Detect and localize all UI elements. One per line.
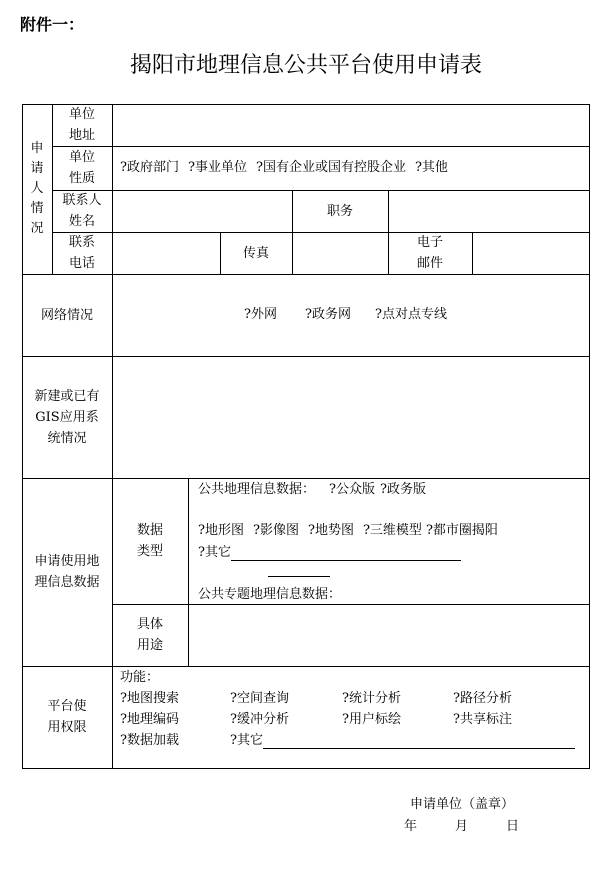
option-state-enterprise[interactable]: ?国有企业或国有控股企业 <box>255 160 406 175</box>
year-label: 年 <box>404 819 418 834</box>
option-external-network[interactable]: ?外网 <box>244 307 277 322</box>
data-other-blank[interactable] <box>231 547 461 561</box>
option-statistics[interactable]: ?统计分析 <box>342 691 401 706</box>
option-shared-annotation[interactable]: ?共享标注 <box>453 712 512 727</box>
option-relief-map[interactable]: ?地势图 <box>307 523 354 538</box>
option-spatial-query[interactable]: ?空间查询 <box>230 691 289 706</box>
unit-nature-label: 单位性质 <box>68 150 95 186</box>
option-other[interactable]: ?其他 <box>414 160 448 175</box>
option-public-edition[interactable]: ?公众版 <box>329 482 375 497</box>
contact-phone-field[interactable] <box>113 233 220 274</box>
contact-name-field[interactable] <box>113 191 292 232</box>
form-title: 揭阳市地理信息公共平台使用申请表 <box>129 53 482 78</box>
fax-field[interactable] <box>293 233 388 274</box>
gis-label: 新建或已有GIS应用系统情况 <box>34 388 100 446</box>
position-label: 职务 <box>326 203 353 219</box>
contact-name-label: 联系人姓名 <box>62 193 102 229</box>
option-data-other[interactable]: ?其它 <box>198 545 231 560</box>
option-jieyang-metro[interactable]: ?都市圈揭阳 <box>425 523 498 538</box>
data-type-label: 数据类型 <box>136 523 163 559</box>
geo-data-label: 申请使用地理信息数据 <box>34 554 100 590</box>
option-government[interactable]: ?政府部门 <box>120 160 179 175</box>
unit-address-label: 单位地址 <box>68 107 95 143</box>
unit-address-field[interactable] <box>113 105 589 146</box>
functions-label: 功能： <box>120 670 160 685</box>
network-options <box>244 307 447 323</box>
fax-label: 传真 <box>242 245 269 261</box>
table-border-right <box>589 104 590 769</box>
network-label: 网络情况 <box>40 307 93 323</box>
public-data-line <box>198 482 426 498</box>
option-data-loading[interactable]: ?数据加载 <box>120 733 179 748</box>
option-geocoding[interactable]: ?地理编码 <box>120 712 179 727</box>
position-field[interactable] <box>389 191 589 232</box>
option-route-analysis[interactable]: ?路径分析 <box>453 691 512 706</box>
day-label: 日 <box>506 819 520 834</box>
usage-label: 具体用途 <box>136 617 163 653</box>
data-other-blank-continued <box>268 576 330 577</box>
email-label: 电子邮件 <box>416 235 443 271</box>
applicant-section-label: 申请人情况 <box>30 141 44 236</box>
row-line <box>52 146 590 147</box>
option-institution[interactable]: ?事业单位 <box>187 160 247 175</box>
public-data-label: 公共地理信息数据： <box>198 482 316 497</box>
thematic-data-label: 公共专题地理信息数据： <box>198 587 342 602</box>
option-topographic-map[interactable]: ?地形图 <box>198 523 244 538</box>
platform-other-blank[interactable] <box>263 735 575 749</box>
table-border-bottom <box>22 768 590 769</box>
usage-field[interactable] <box>189 605 589 666</box>
option-user-plotting[interactable]: ?用户标绘 <box>342 712 401 727</box>
month-label: 月 <box>455 819 469 834</box>
option-3d-model[interactable]: ?三维模型 <box>362 523 422 538</box>
platform-other-line <box>230 733 575 749</box>
option-imagery-map[interactable]: ?影像图 <box>252 523 299 538</box>
option-government-network[interactable]: ?政务网 <box>304 307 351 322</box>
option-government-edition[interactable]: ?政务版 <box>380 482 426 497</box>
option-platform-other[interactable]: ?其它 <box>230 733 263 748</box>
option-map-search[interactable]: ?地图搜索 <box>120 691 179 706</box>
applicant-unit-seal: 申请单位（盖章） <box>410 797 515 812</box>
date-line <box>404 815 519 834</box>
option-buffer-analysis[interactable]: ?缓冲分析 <box>230 712 289 727</box>
email-field[interactable] <box>473 233 589 274</box>
attachment-label: 附件一： <box>20 15 85 34</box>
data-other-line <box>198 545 461 561</box>
contact-phone-label: 联系电话 <box>68 235 95 271</box>
unit-nature-options <box>120 160 448 176</box>
application-form-table <box>22 104 590 769</box>
option-dedicated-line[interactable]: ?点对点专线 <box>374 307 447 322</box>
platform-label: 平台使用权限 <box>47 699 87 735</box>
gis-description-field[interactable] <box>113 357 589 478</box>
map-type-options <box>198 523 498 539</box>
